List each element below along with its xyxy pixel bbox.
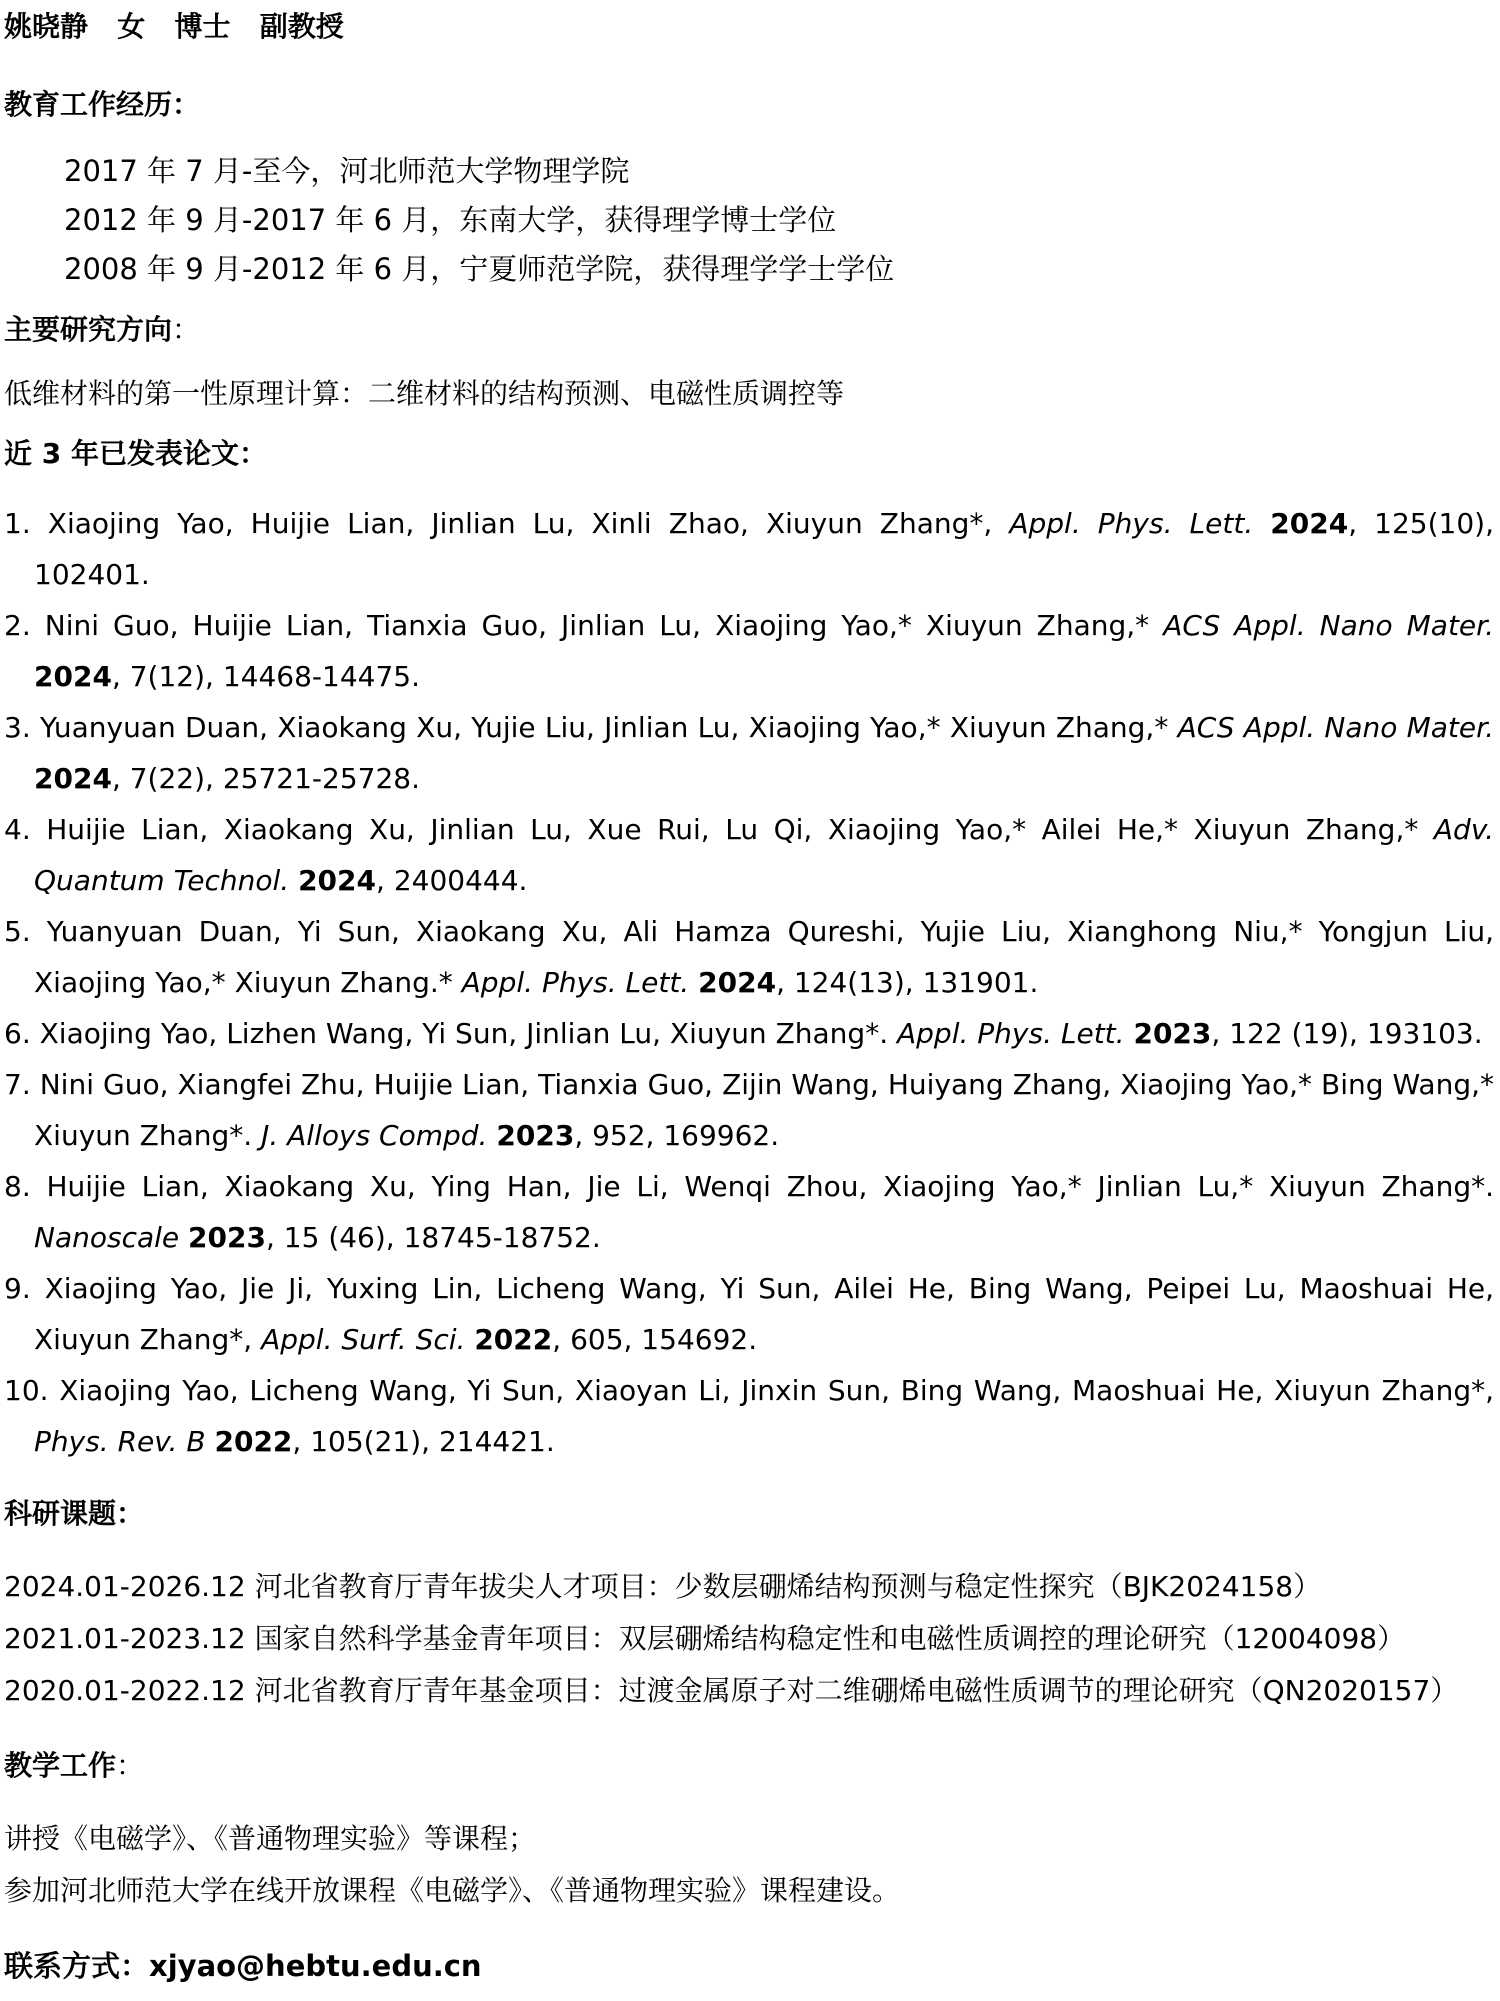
person-gender: 女 [117,10,146,43]
education-item: 2008 年 9 月-2012 年 6 月，宁夏师范学院，获得理学学士学位 [64,251,895,286]
education-list [64,152,1500,289]
paper-journal: ACS Appl. Nano Mater. [1177,711,1494,745]
paper-year: 2023 [1133,1017,1212,1051]
teaching-item: 讲授《电磁学》、《普通物理实验》等课程； [4,1822,537,1855]
paper-year: 2024 [1270,507,1349,541]
research-heading: 主要研究方向： [4,313,201,347]
paper-year: 2023 [496,1119,575,1153]
paper-journal: Phys. Rev. B [34,1425,206,1459]
education-item: 2017 年 7 月-至今，河北师范大学物理学院 [64,153,630,188]
research-text: 低维材料的第一性原理计算：二维材料的结构预测、电磁性质调控等 [4,376,845,410]
education-heading: 教育工作经历： [4,87,201,121]
paper-item: 1. Xiaojing Yao, Huijie Lian, Jinlian Lu, Xinli Zhao, Xiuyun Zhang*, Appl. Phys. Lett. 2024, 125(10), 102401. [4,507,1494,592]
education-item: 2012 年 9 月-2017 年 6 月，东南大学，获得理学博士学位 [64,202,837,237]
paper-journal: Appl. Phys. Lett. [461,966,690,1000]
person-title: 副教授 [259,10,344,43]
paper-item: 3. Yuanyuan Duan, Xiaokang Xu, Yujie Liu, Jinlian Lu, Xiaojing Yao,* Xiuyun Zhang,* ACS Appl. Nano Mater. 2024, 7(22), 25721-25728. [4,711,1494,796]
paper-item: 5. Yuanyuan Duan, Yi Sun, Xiaokang Xu, Ali Hamza Qureshi, Yujie Liu, Xianghong Niu,* Yongjun Liu, Xiaojing Yao,* Xiuyun Zhang.* Appl. Phys. Lett. 2024, 124(13), 131901. [4,915,1495,1000]
paper-journal: Appl. Phys. Lett. [1009,507,1254,541]
paper-item: 7. Nini Guo, Xiangfei Zhu, Huijie Lian, Tianxia Guo, Zijin Wang, Huiyang Zhang, Xiaojing Yao,* Bing Wang,* Xiuyun Zhang*. J. Alloys Compd. 2023, 952, 169962. [4,1068,1494,1153]
teaching-list [4,1813,1500,1917]
contact-email[interactable]: xjyao@hebtu.edu.cn [149,1949,482,1983]
project-item: 2021.01-2023.12 国家自然科学基金青年项目：双层硼烯结构稳定性和电磁性质调控的理论研究（12004098） [4,1622,1406,1656]
paper-item: 2. Nini Guo, Huijie Lian, Tianxia Guo, Jinlian Lu, Xiaojing Yao,* Xiuyun Zhang,* ACS Appl. Nano Mater. 2024, 7(12), 14468-14475. [4,609,1494,694]
contact-label: 联系方式： [4,1949,150,1983]
paper-list [4,498,1494,1467]
paper-journal: Adv. Quantum Technol. [34,813,1495,898]
paper-year: 2024 [698,966,777,1000]
paper-item: 4. Huijie Lian, Xiaokang Xu, Jinlian Lu, Xue Rui, Lu Qi, Xiaojing Yao,* Ailei He,* Xiuyun Zhang,* Adv. Quantum Technol. 2024, 2400444. [4,813,1495,898]
paper-year: 2022 [474,1323,553,1357]
paper-year: 2024 [34,762,112,796]
papers-heading: 近 3 年已发表论文： [4,436,267,470]
person-name: 姚晓静 [4,10,89,43]
paper-year: 2023 [188,1221,266,1255]
paper-item: 10. Xiaojing Yao, Licheng Wang, Yi Sun, Xiaoyan Li, Jinxin Sun, Bing Wang, Maoshuai He, Xiuyun Zhang*, Phys. Rev. B 2022, 105(21), 214421. [4,1374,1494,1459]
project-item: 2020.01-2022.12 河北省教育厅青年基金项目：过渡金属原子对二维硼烯电磁性质调节的理论研究（QN2020157） [4,1674,1459,1708]
person-degree: 博士 [174,10,231,43]
contact-line [4,1947,1500,1986]
teaching-item: 参加河北师范大学在线开放课程《电磁学》、《普通物理实验》课程建设。 [4,1874,901,1907]
paper-item: 9. Xiaojing Yao, Jie Ji, Yuxing Lin, Licheng Wang, Yi Sun, Ailei He, Bing Wang, Peipei Lu, Maoshuai He, Xiuyun Zhang*, Appl. Surf. Sci. 2022, 605, 154692. [4,1272,1495,1357]
paper-journal: Appl. Surf. Sci. [261,1323,466,1357]
paper-year: 2024 [298,864,377,898]
paper-item: 8. Huijie Lian, Xiaokang Xu, Ying Han, Jie Li, Wenqi Zhou, Xiaojing Yao,* Jinlian Lu,* Xiuyun Zhang*. Nanoscale 2023, 15 (46), 18745-18752. [4,1170,1495,1255]
teaching-heading: 教学工作： [4,1749,145,1783]
paper-year: 2024 [34,660,112,694]
paper-journal: Nanoscale [34,1221,180,1255]
projects-heading: 科研课题： [4,1497,145,1531]
project-list [4,1561,1500,1717]
paper-journal: Appl. Phys. Lett. [897,1017,1125,1051]
paper-journal: ACS Appl. Nano Mater. [1163,609,1494,643]
paper-year: 2022 [214,1425,293,1459]
profile-header [4,8,1500,46]
paper-item: 6. Xiaojing Yao, Lizhen Wang, Yi Sun, Jinlian Lu, Xiuyun Zhang*. Appl. Phys. Lett. 2023, 122 (19), 193103. [4,1017,1483,1051]
project-item: 2024.01-2026.12 河北省教育厅青年拔尖人才项目：少数层硼烯结构预测与稳定性探究（BJK2024158） [4,1570,1322,1604]
paper-journal: J. Alloys Compd. [261,1119,488,1153]
